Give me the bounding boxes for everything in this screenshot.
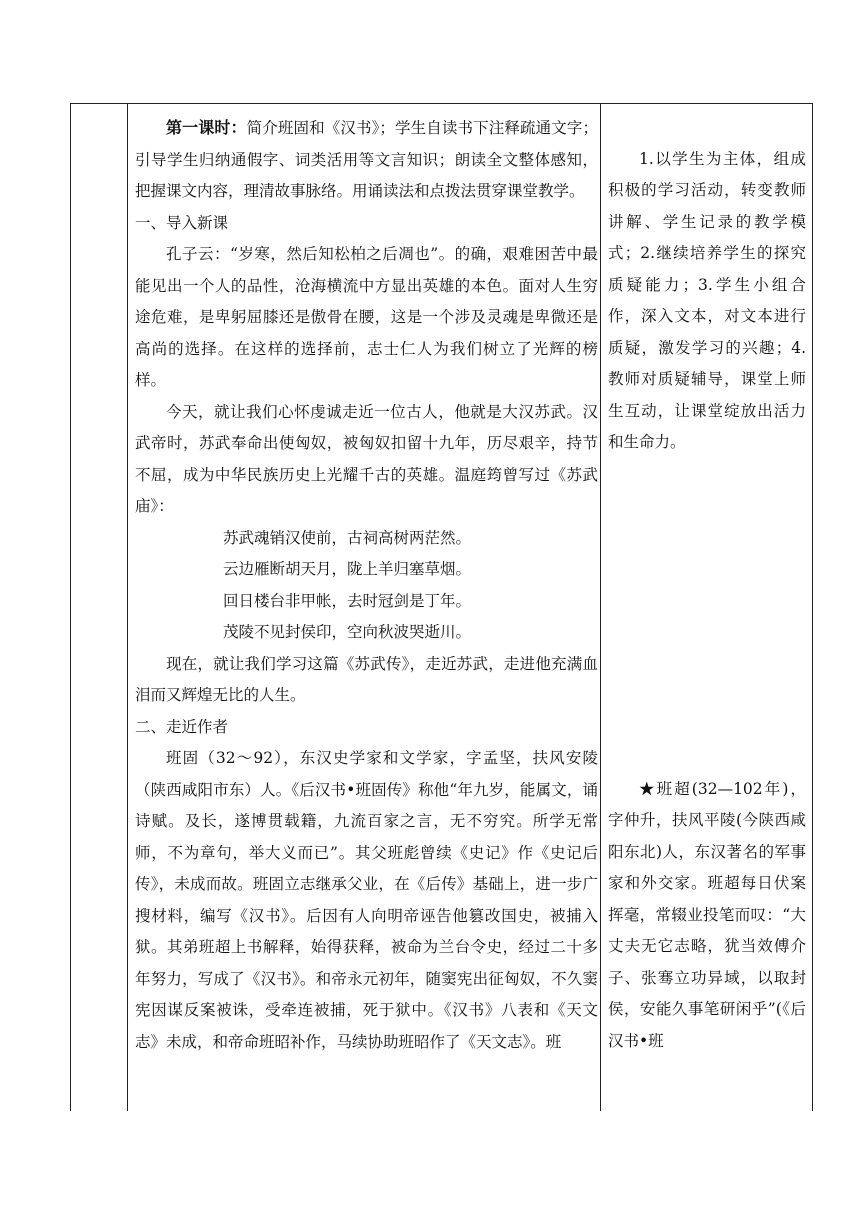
section-title-intro: 一、导入新课 xyxy=(135,213,229,232)
poem-line: 苏武魂销汉使前，古祠高树两茫然。 xyxy=(223,528,472,547)
intro-paragraph-2: 今天，就让我们心怀虔诚走近一位古人，他就是大汉苏武。汉武帝时，苏武奉命出使匈奴，被匈奴扣留十九年，历尽艰辛，持节不屈，成为中华民族历史上光耀千古的英雄。温庭筠曾写过《苏武庙》： xyxy=(135,402,598,515)
ban-chao-note: ★班超(32—102年)，字仲升，扶风平陵(今陕西咸阳东北)人，东汉著名的军事家和外交家。班超每日伏案挥毫，常辍业投笔而叹：“大丈夫无它志略，犹当效傅介子、张骞立功异域，以取封侯，安能久事笔研闲乎”(《后汉书•班 xyxy=(608,779,806,1050)
lesson-plan-table xyxy=(70,103,813,1111)
column-divider-left xyxy=(127,104,128,1111)
lesson-heading xyxy=(135,112,598,208)
design-intent-note: 1.以学生为主体，组成积极的学习活动，转变教师讲解、学生记录的教学模式；2.继续培养学生的探究质疑能力；3.学生小组合作，深入文本，对文本进行质疑，激发学习的兴趣；4.教师对质疑辅导，课堂上师生互动，让课堂绽放出活力和生命力。 xyxy=(608,149,806,451)
poem-line: 云边雁断胡天月，陇上羊归塞草烟。 xyxy=(223,560,472,578)
column-divider-right xyxy=(600,104,601,1111)
poem-line: 茂陵不见封侯印，空向秋波哭逝川。 xyxy=(223,623,472,641)
intro-paragraph-3: 现在，就让我们学习这篇《苏武传》，走近苏武，走进他充满血泪而又辉煌无比的人生。 xyxy=(135,654,598,704)
section-title-author: 二、走近作者 xyxy=(135,717,229,736)
intro-paragraph-1: 孔子云：“岁寒，然后知松柏之后凋也”。的确，艰难困苦中最能见出一个人的品性，沧海横流中方显出英雄的本色。面对人生穷途危难，是卑躬屈膝还是傲骨在腰，这是一个涉及灵魂是卑微还是高尚的选择。在这样的选择前，志士仁人为我们树立了光辉的榜样。 xyxy=(135,245,598,389)
poem-line: 回日楼台非甲帐，去时冠剑是丁年。 xyxy=(223,591,472,610)
author-paragraph: 班固（32～92），东汉史学家和文学家，字孟坚，扶风安陵（陕西咸阳市东）人。《后汉书•班固传》称他“年九岁，能属文，诵诗赋。及长，遂博贯载籍，九流百家之言，无不穷究。所学无常师，不为章句，举大义而已”。其父班彪曾续《史记》作《史记后传》，未成而故。班固立志继承父业，在《后传》基础上，进一步广搜材料，编写《汉书》。后因有人向明帝诬告他篡改国史，被捕入狱。其弟班超上书解释，始得获释，被命为兰台令史，经过二十多年努力，写成了《汉书》。和帝永元初年，随窦宪出征匈奴，不久窦宪因谋反案被诛，受牵连被捕，死于狱中。《汉书》八表和《天文志》未成，和帝命班昭补作，马续协助班昭作了《天文志》。班 xyxy=(135,749,598,1051)
lesson-heading-label: 第一课时： xyxy=(166,118,247,137)
teaching-process-column xyxy=(135,112,598,1111)
poem-su-wu-temple xyxy=(135,523,598,649)
lesson-heading-text: 简介班固和《汉书》；学生自读书下注释疏通文字；引导学生归纳通假字、词类活用等文言知识；朗读全文整体感知，把握课文内容，理清故事脉络。用诵读法和点拨法贯穿课堂教学。 xyxy=(135,119,598,200)
design-notes-column xyxy=(608,112,806,1111)
